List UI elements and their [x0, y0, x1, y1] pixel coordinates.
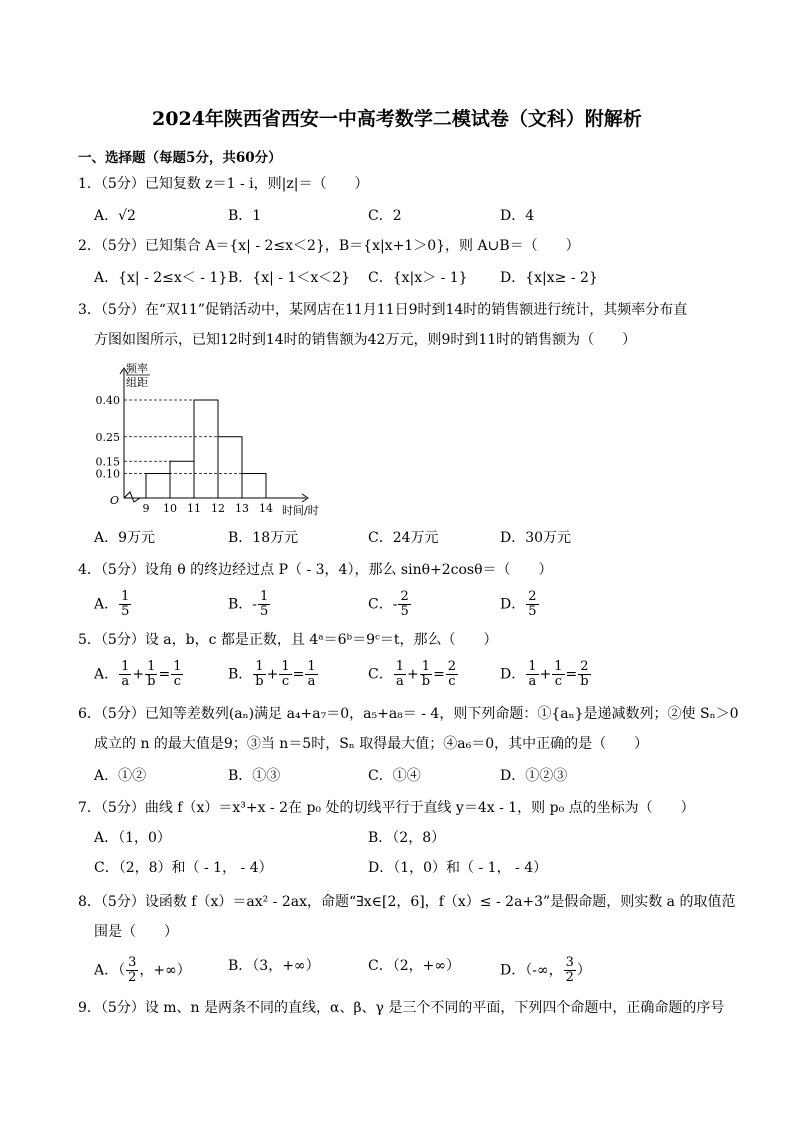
- fraction: $\frac{2}{b}$: [580, 659, 589, 689]
- question-8-cont: 围是（ ）: [94, 924, 178, 940]
- section-heading: 一、选择题（每题5分，共60分）: [78, 150, 282, 166]
- question-7: 7．（5分）曲线 f（x）＝x³+x - 2在 p₀ 处的切线平行于直线 y＝4x - 1，则 p₀ 点的坐标为（ ）: [78, 800, 695, 816]
- q8-option-c: C．（2，+∞）: [368, 958, 461, 974]
- operator: =: [565, 666, 578, 683]
- y-axis-label-bottom: 组距: [126, 376, 148, 389]
- q5-option-d: D． $\frac{1}{a}$ + $\frac{1}{c}$ = $\frac{2}{b}$: [500, 659, 589, 689]
- fraction: $\frac{1}{c}$: [281, 659, 290, 689]
- histogram-bar: [170, 461, 194, 498]
- q6-option-d: D．①②③: [500, 768, 568, 784]
- fraction: $\frac{1}{b}$: [147, 659, 156, 689]
- question-6-cont: 成立的 n 的最大值是9；③当 n＝5时，Sₙ 取得最大值；④a₆＝0，其中正确的是（ ）: [94, 736, 649, 752]
- q5-option-c: C． $\frac{1}{a}$ + $\frac{1}{b}$ = $\frac{2}{c}$: [368, 659, 457, 689]
- x-tick-label: 9: [142, 502, 150, 515]
- question-6: 6．（5分）已知等差数列(aₙ)满足 a₄+a₇＝0，a₅+a₈＝ - 4，则下列命题：①{aₙ}是递减数列；②使 Sₙ＞0: [78, 706, 739, 722]
- q7-option-a: A．（1，0）: [94, 830, 171, 846]
- question-3: 3．（5分）在“双11”促销活动中，某网店在11月11日9时到14时的销售额进行统计，其频率分布直: [78, 302, 688, 318]
- y-tick-label: 0.10: [96, 467, 120, 481]
- operator: =: [433, 666, 445, 683]
- q2-option-d: D．{x|x≥ - 2}: [500, 270, 598, 286]
- fraction: $\frac{1}{a}$: [528, 659, 537, 689]
- operator: +: [539, 666, 552, 683]
- operator: =: [292, 666, 305, 683]
- q3-option-b: B．18万元: [228, 530, 299, 546]
- operator: +: [266, 666, 279, 683]
- q1-option-c: C．2: [368, 208, 402, 224]
- q4-option-a: A． $\frac{1}{5}$: [94, 589, 130, 619]
- q5-option-b: B． $\frac{1}{b}$ + $\frac{1}{c}$ = $\frac{1}{a}$: [228, 659, 316, 689]
- x-tick-label: 12: [211, 502, 225, 515]
- q6-option-c: C．①④: [368, 768, 421, 784]
- question-2: 2．（5分）已知集合 A＝{x| - 2≤x＜2}，B＝{x|x+1＞0}，则 A∪B＝（ ）: [78, 238, 580, 254]
- fraction: $\frac{1}{a}$: [395, 659, 404, 689]
- histogram-bar: [194, 400, 218, 498]
- q4-option-d: D． $\frac{2}{5}$: [500, 589, 537, 619]
- q2-option-b: B．{x| - 1＜x＜2}: [228, 270, 351, 286]
- operator: +: [407, 666, 419, 683]
- fraction: $\frac{1}{b}$: [421, 659, 431, 689]
- histogram-bar: [146, 474, 170, 499]
- q2-option-c: C．{x|x＞ - 1}: [368, 270, 468, 286]
- operator: =: [158, 666, 171, 683]
- x-axis-label: 时间/时: [282, 504, 319, 517]
- page-title: 2024年陕西省西安一中高考数学二模试卷（文科）附解析: [152, 108, 642, 130]
- fraction: $\frac{1}{c}$: [554, 659, 563, 689]
- q3-option-c: C．24万元: [368, 530, 439, 546]
- q7-option-c: C．（2，8）和（ - 1， - 4）: [94, 860, 273, 876]
- fraction: $\frac{1}{a}$: [307, 659, 316, 689]
- y-tick-label: 0.15: [96, 455, 120, 469]
- fraction: $\frac{1}{b}$: [255, 659, 264, 689]
- q4-frac-d: $\frac{2}{5}$: [528, 589, 537, 619]
- q4-frac-a: $\frac{1}{5}$: [121, 589, 130, 619]
- q8-option-d: D．（-∞， $\frac{3}{2}$ ）: [500, 955, 591, 985]
- q8-option-b: B．（3，+∞）: [228, 958, 320, 974]
- x-tick-label: 11: [187, 502, 201, 515]
- x-tick-label: 10: [163, 502, 177, 515]
- axis-break: [124, 492, 146, 502]
- histogram-chart: [96, 362, 336, 522]
- fraction: $\frac{1}{c}$: [173, 659, 182, 689]
- x-tick-label: 14: [259, 502, 273, 515]
- q7-option-d: D．（1，0）和（ - 1， - 4）: [368, 860, 548, 876]
- q6-option-b: B．①③: [228, 768, 281, 784]
- q5-option-a: A． $\frac{1}{a}$ + $\frac{1}{b}$ = $\frac{1}{c}$: [94, 659, 182, 689]
- q8-frac-d: $\frac{3}{2}$: [565, 955, 574, 985]
- origin-label: O: [110, 494, 120, 507]
- q7-option-b: B．（2，8）: [368, 830, 446, 846]
- question-9: 9．（5分）设 m、n 是两条不同的直线，α、β、γ 是三个不同的平面，下列四个命题中，正确命题的序号: [78, 1000, 725, 1016]
- q2-option-a: A．{x| - 2≤x＜ - 1}: [94, 270, 228, 286]
- histogram-bar: [218, 437, 242, 498]
- q1-option-d: D．4: [500, 208, 535, 224]
- operator: +: [132, 666, 145, 683]
- fraction: $\frac{2}{c}$: [447, 659, 457, 689]
- q3-option-a: A．9万元: [94, 530, 156, 546]
- question-8: 8．（5分）设函数 f（x）＝ax² - 2ax，命题“∃x∈[2，6]，f（x）≤ - 2a+3”是假命题，则实数 a 的取值范: [78, 894, 736, 910]
- q1-option-b: B．1: [228, 208, 262, 224]
- q4-frac-c: $\frac{2}{5}$: [400, 589, 409, 619]
- q4-frac-b: $\frac{1}{5}$: [260, 589, 269, 619]
- histogram-bar: [242, 474, 266, 499]
- x-tick-label: 13: [235, 502, 249, 515]
- question-3-cont: 方图如图所示，已知12时到14时的销售额为42万元，则9时到11时的销售额为（ ）: [94, 332, 637, 348]
- q4-option-c: C．- $\frac{2}{5}$: [368, 589, 409, 619]
- q8-frac-a: $\frac{3}{2}$: [128, 955, 137, 985]
- question-5: 5．（5分）设 a，b，c 都是正数，且 4ᵃ＝6ᵇ＝9ᶜ＝t，那么（ ）: [78, 632, 498, 648]
- question-4: 4．（5分）设角 θ 的终边经过点 P（ - 3，4），那么 sinθ+2cosθ＝（ ）: [78, 562, 553, 578]
- q4-option-b: B．- $\frac{1}{5}$: [228, 589, 269, 619]
- q3-option-d: D．30万元: [500, 530, 572, 546]
- fraction: $\frac{1}{a}$: [121, 659, 130, 689]
- y-tick-label: 0.40: [96, 394, 120, 407]
- y-axis-label-top: 频率: [126, 362, 148, 375]
- q1-option-a: A．√2: [94, 208, 136, 224]
- q6-option-a: A．①②: [94, 768, 147, 784]
- q8-option-a: A．（ $\frac{3}{2}$ ，+∞）: [94, 955, 191, 985]
- question-1: 1．（5分）已知复数 z＝1 - i，则|z|＝（ ）: [78, 176, 369, 192]
- y-tick-label: 0.25: [96, 430, 120, 444]
